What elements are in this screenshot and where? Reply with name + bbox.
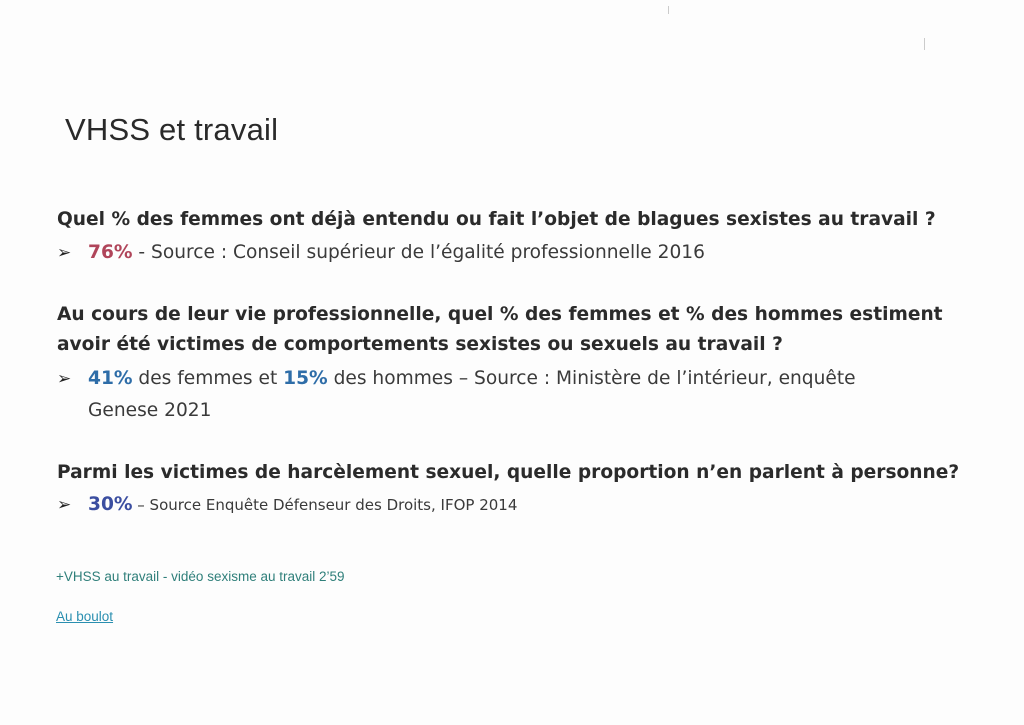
- arrow-bullet-icon: ➢: [57, 495, 72, 515]
- question-3: Parmi les victimes de harcèlement sexuel, quelle proportion n’en parlent à personne?: [57, 462, 960, 483]
- question-2-line-2: avoir été victimes de comportements sexistes ou sexuels au travail ?: [57, 334, 783, 355]
- answer-1: [57, 237, 967, 269]
- answer-2-text-women: des femmes et: [132, 368, 284, 389]
- answer-1-percentage: 76%: [88, 242, 133, 263]
- question-2: [57, 300, 987, 360]
- page-title: VHSS et travail: [65, 112, 279, 147]
- answer-2-percentage-women: 41%: [88, 368, 133, 389]
- arrow-bullet-icon: ➢: [57, 369, 72, 389]
- answer-2-source: des hommes – Source : Ministère de l’intérieur, enquête: [327, 368, 856, 389]
- answer-3-source: – Source Enquête Défenseur des Droits, IFOP 2014: [132, 496, 518, 514]
- question-1: Quel % des femmes ont déjà entendu ou fait l’objet de blagues sexistes au travail ?: [57, 209, 936, 230]
- arrow-bullet-icon: ➢: [57, 243, 72, 263]
- question-2-line-1: Au cours de leur vie professionnelle, quel % des femmes et % des hommes estiment: [57, 304, 943, 325]
- scan-mark-right: [924, 38, 925, 50]
- answer-3: [57, 489, 967, 521]
- answer-1-source: - Source : Conseil supérieur de l’égalité professionnelle 2016: [132, 242, 705, 263]
- answer-2-percentage-men: 15%: [283, 368, 328, 389]
- answer-2-source-continued: Genese 2021: [88, 400, 212, 421]
- au-boulot-link[interactable]: Au boulot: [56, 609, 114, 624]
- scan-mark-top: [668, 6, 669, 14]
- answer-2: [57, 363, 967, 426]
- answer-3-percentage: 30%: [88, 494, 133, 515]
- video-reference: +VHSS au travail - vidéo sexisme au travail 2’59: [56, 569, 345, 584]
